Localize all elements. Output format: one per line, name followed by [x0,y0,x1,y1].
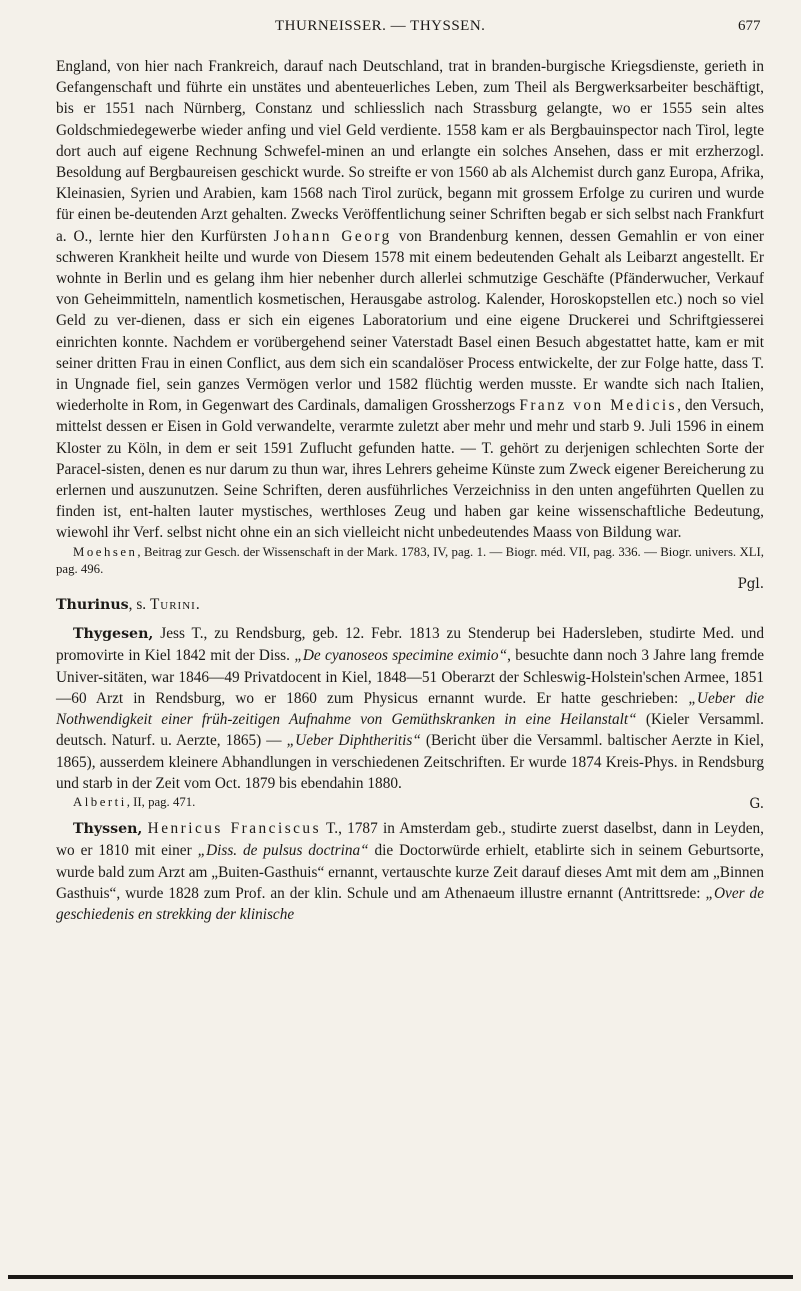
work-title: „Over de geschiedenis en strekking der klinische [56,884,764,923]
body-text: , besuchte dann noch 3 Jahre lang fremde Univer-sitäten, war 1846—49 Privatdocent in Kiel, 1848—51 Oberarzt der Schleswig-Holstein'schen Armee, 1851—60 Arzt in Rendsburg, wo er 1860 zum Physicus ernannt wurde. Er hatte geschrieben: [56,647,765,707]
work-title: „Diss. de pulsus doctrina“ [197,842,369,860]
page-number: 677 [738,18,761,34]
page-body [56,56,764,925]
entry-name: Thurinus [56,597,129,614]
body-text: , den Versuch, mittelst dessen er Eisen in Gold verwandelte, verarmte zuletzt aber mehr und mehr und starb 9. Juli 1596 in einem Kloster zu Köln, in dem er seit 1591 Zuflucht gefunden hatte. — T. gehört zu derjenigen schlechten Sorte der Paracel-sisten, denen es nur darum zu thun war, ihres Lehrers geheime Künste zum Zweck eigener Bereicherung zu erlernen und auszunutzen. Seine Schriften, deren ausführliches Verzeichniss in den unten angeführten Quellen zu finden ist, ent-halten lauter mystisches, werthloses Zeug und haben gar keine wissenschaftliche Bedeutung, wiewohl ihr Verf. selbst nicht ohne ein an sich vielleicht nicht unbedeutendes Maass von Bildung war. [56,397,764,542]
entry-name: Thygesen, [73,626,154,643]
person-name: Franz von Medicis [519,397,678,415]
author-signature: Pgl. [737,576,764,593]
entry-name: Thyssen, [73,821,143,838]
entry-thurinus [56,594,764,616]
body-text: Jess T., zu Rendsburg, geb. 12. Febr. 1813 zu Stenderup bei Hadersleben, studirte Med. und promovirte in Kiel 1842 mit der Diss. [56,625,765,665]
thurneisser-references [56,544,764,578]
body-text: die Doctorwürde erhielt, etablirte sich in seinem Geburtsorte, wurde bald zum Arzt am „Buiten-Gasthuis“ ernannt, vertauschte kurze Zeit darauf dieses Amt mit dem am „Binnen Gasthuis“, wurde 1828 zum Prof. an der klin. Schule und am Athenaeum illustre ernannt (Antrittsrede: [56,842,765,902]
entry-thurneisser-continued [56,56,764,592]
cross-reference: Turini. [149,596,201,614]
person-name: Henricus Franciscus [147,820,322,838]
work-title: „De cyanoseos specimine eximio“ [294,647,508,665]
thurneisser-body [56,56,764,544]
scan-bottom-edge [8,1275,793,1279]
entry-thyssen [56,818,764,925]
reference-author: Alberti [73,794,127,809]
page-header [0,12,801,44]
reference-text: , Beitrag zur Gesch. der Wissenschaft in der Mark. 1783, IV, pag. 1. — Biogr. méd. VII, pag. 336. — Biogr. univers. XLI, pag. 496. [56,544,764,576]
body-text: von Brandenburg kennen, dessen Gemahlin er von einer schweren Krankheit heilte und wurde von Diesem 1578 mit einem bedeutenden Gehalt als Leibarzt angestellt. Er wohnte in Berlin und es gelang ihm hier nebenher durch allerlei schmutzige Geschäfte (Pfänderwucher, Verkauf von Geheimmitteln, namentlich kosmetischen, Herausgabe astrolog. Kalender, Horoskopstellen etc.) noch so viel Geld zu ver-dienen, dass er sich ein eigenes Laboratorium und eine eigene Druckerei und Schriftgiesserei einrichten konnte. Nachdem er vorübergehend seiner Vaterstadt Basel einen Besuch abgestattet hatte, kam er mit seiner dritten Frau in einen Conflict, aus dem sich ein scandalöser Process entwickelte, der zur Folge hatte, dass T. in Ungnade fiel, sein ganzes Vermögen verlor und 1582 flüchtig werden musste. Er wandte sich nach Italien, wiederholte in Rom, in Gegenwart des Cardinals, damaligen Grossherzogs [56,227,765,415]
body-text: T., 1787 in Amsterdam geb., studirte zuerst daselbst, dann in Leyden, wo er 1810 mit einer [56,820,764,860]
body-text: (Kieler Versamml. deutsch. Naturf. u. Aerzte, 1865) — [56,711,764,750]
reference-text: , II, pag. 471. [126,794,196,809]
person-name: Johann Georg [273,227,392,245]
entry-thygesen [56,623,764,812]
running-title: THURNEISSER. — THYSSEN. [275,18,486,34]
body-text: , s. [128,596,147,614]
body-text: (Bericht über die Versamml. baltischer Aerzte in Kiel, 1865), ausserdem kleinere Abhandlungen in verschiedenen Zeitschriften. Er wurde 1874 Kreis-Phys. in Rendsburg und starb in der Zeit vom Oct. 1879 bis ebendahin 1880. [56,732,765,792]
thygesen-body [56,623,764,794]
thyssen-body [56,818,764,925]
reference-author: Moehsen [73,544,138,559]
author-signature: G. [749,796,764,813]
work-title: „Ueber Diphtheritis“ [286,732,421,750]
work-title: „Ueber die Nothwendigkeit einer früh-zeitigen Aufnahme von Gemüthskranken in eine Heilanstalt“ [56,689,765,729]
body-text: England, von hier nach Frankreich, darauf nach Deutschland, trat in branden-burgische Kriegsdienste, gerieth in Gefangenschaft und führte ein unstätes und abenteuerliches Leben, zum Theil als Bergwerksarbeiter beschäftigt, bis er 1551 nach Nürnberg, Constanz und schliesslich nach Strassburg gelangte, wo er 1555 sein altes Goldschmiedegewerbe wieder anfing und viel Geld verdiente. 1558 kam er als Bergbauinspector nach Tirol, legte dort auch auf eigene Rechnung Schwefel-minen an und erlangte ein solches Ansehen, dass er mit erzherzogl. Besoldung auf Bergbaureisen geschickt wurde. So streifte er von 1560 ab als Alchemist durch ganz Europa, Afrika, Kleinasien, Syrien und Arabien, kam 1568 nach Tirol zurück, begann mit grossem Erfolge zu curiren und wurde für einen be-deutenden Arzt gehalten. Zwecks Veröffentlichung seiner Schriften begab er sich selbst nach Frankfurt a. O., lernte hier den Kurfürsten [56,58,764,245]
